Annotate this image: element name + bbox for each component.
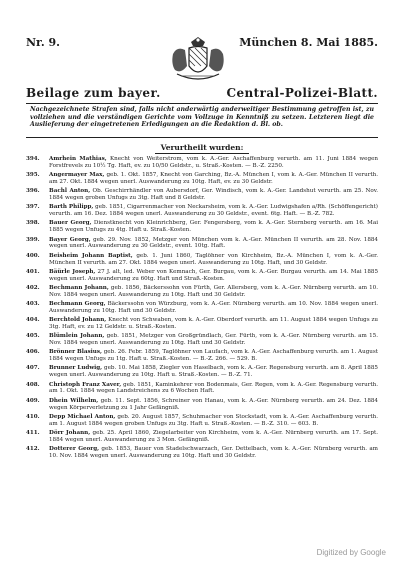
list-item xyxy=(26,269,378,283)
entry-number: 407. xyxy=(26,365,40,372)
bavarian-crest-icon xyxy=(167,36,229,86)
entry-text: Bäckerssohn von Würzburg, vom k. A.-Ger. Nürnberg verurth. am 10. Nov. 1884 wegen unerl. Auswanderung zu 10tg. Haft und 30 Geldstr. xyxy=(49,300,378,314)
entry-text: geb. 1. Okt. 1857, Knecht von Garching, Bz.-A. München I, vom k. A.-Ger. München II verurth. am 27. Okt. 1884 wegen unerl. Auswanderung zu 10tg. Haft, ev. zu 30 Geldstr. xyxy=(49,172,379,186)
entry-text: 27 J. alt, led. Weber von Kemnach, Ger. Burgau, vom k. A.-Ger. Burgau verurth. am 14. Mai 1885 wegen unerl. Auswanderung zu 60tg. Haft und Straß.-Kosten. xyxy=(49,268,378,282)
entry-text: geb. 25. April 1860, Ziegelarbeiter von Kirchheim, vom k. A.-Ger. Nürnberg verurth. am 17. Sept. 1884 wegen unerl. Auswanderung zu 3 Mon. Gefängniß. xyxy=(49,429,378,443)
entry-name: Brönner Blasius, xyxy=(49,349,102,356)
entry-number: 410. xyxy=(26,413,40,420)
list-item xyxy=(26,156,378,170)
entry-number: 400. xyxy=(26,252,40,259)
entry-name: Bechmann Johann, xyxy=(49,284,109,291)
masthead-rule xyxy=(26,103,378,104)
list-item xyxy=(26,172,378,186)
entry-text: geb. 29. Nov. 1852, Metzger von München vom k. A.-Ger. München II verurth. am 28. Nov. 1884 wegen unerl. Auswanderung zu 30 Geldstr., event. 10tg. Haft. xyxy=(49,236,378,250)
entry-name: Berchtold Johann, xyxy=(49,317,107,324)
entry-name: Blümlein Johann, xyxy=(49,333,105,340)
list-item xyxy=(26,365,378,379)
entry-text: Knecht von Schwaben, vom k. A.-Ger. Oberdorf verurth. am 11. August 1884 wegen Unfugs zu 3tg. Haft, ev. zu 12 Geldstr. u. Straß.-Kosten. xyxy=(49,317,378,330)
list-item xyxy=(26,430,378,444)
title-right: Central-Polizei-Blatt. xyxy=(226,86,378,100)
list-item xyxy=(26,253,378,267)
entry-name: Christoph Franz Xaver, xyxy=(49,381,122,388)
entry-text: geb. 1856, Bäckerssohn von Fürth, Ger. Allersberg, vom k. A.-Ger. Nürnberg verurth. am 10. Nov. 1884 wegen unerl. Auswanderung zu 10tg. Haft und 30 Geldstr. xyxy=(49,284,378,298)
section-heading xyxy=(26,143,378,152)
entry-number: 403. xyxy=(26,300,40,307)
entry-number: 412. xyxy=(26,445,40,452)
list-item xyxy=(26,237,378,251)
entry-name: Bäürle Joseph, xyxy=(49,268,96,275)
entry-name: Bayer Georg, xyxy=(49,236,91,243)
entry-number: 411. xyxy=(26,429,40,436)
notice-paragraph: Nachgezeichnete Strafen sind, falls nicht anderwärtig anderweitiger Bestimmung getroffen ist, zu vollziehen und die verständigen Gerichte vom Vollzuge in Kenntniß zu setzen. Letzteren liegt die Auslieferung der eingetretenen Erledigungen an die Redaktion d. Bl. ob. xyxy=(30,106,374,129)
list-item xyxy=(26,317,378,331)
entry-name: Barth Philipp, xyxy=(49,204,94,211)
digitized-watermark: Digitized by Google xyxy=(316,548,386,557)
entry-number: 405. xyxy=(26,333,40,340)
entry-text: geb. 1853, Bauer von Stadelschwarzach, Ger. Dettelbach, vom k. A.-Ger. Nürnberg verurth. am 10. Nov. 1884 wegen unerl. Auswanderung zu 10tg. Haft und 30 Geldstr. xyxy=(49,445,378,459)
entry-text: Dienstknecht von Kleinrichberg, Ger. Fengersberg, vom k. A.-Ger. Sternberg verurth. am 16. Mai 1885 wegen Unfugs zu 4tg. Haft u. Straß.-Kosten. xyxy=(49,220,379,234)
list-item xyxy=(26,382,378,396)
list-item xyxy=(26,349,378,363)
entry-number: 408. xyxy=(26,381,40,388)
list-item xyxy=(26,333,378,347)
entry-name: Bechmann Georg, xyxy=(49,300,106,307)
notice-rule xyxy=(26,137,378,138)
list-item xyxy=(26,446,378,460)
entry-number: 394. xyxy=(26,156,40,162)
entry-text: geb. 10. Mai 1858, Ziegler von Haselbach, vom k. A.-Ger. Regensburg verurth. am 8. April 1885 wegen unerl. Auswanderung zu 10tg. Haft u. Straß.-Kosten. — B.-Z. 71. xyxy=(49,365,378,379)
list-item xyxy=(26,398,378,412)
title-left: Beilage zum bayer. xyxy=(26,86,161,100)
entry-name: Dotterer Georg, xyxy=(49,445,100,452)
entry-number: 397. xyxy=(26,204,40,211)
entry-text: geb. 20. August 1857, Schuhmacher von Stockstadt, vom k. A.-Ger. Aschaffenburg verurth. am 1. August 1884 wegen groben Unfugs zu 3tg. Haft u. Straß.-Kosten. — B.-Z. 310. — 603. B. xyxy=(49,413,378,427)
entry-text: Knecht von Weiterstrom, vom k. A.-Ger. Aschaffenburg verurth. am 11. Juni 1884 wegen Forstfrevels zu 10½ Tg. Haft, ev. zu 10/50 Geldstr., u. Straß.-Kosten. — B.-Z. 2250. xyxy=(49,156,378,169)
entry-list xyxy=(26,156,378,462)
entry-number: 402. xyxy=(26,284,40,291)
section-title: Verurtheilt wurden: xyxy=(155,143,250,154)
list-item xyxy=(26,188,378,202)
masthead-title xyxy=(26,86,378,102)
issue-number: Nr. 9. xyxy=(26,36,60,49)
entry-text: geb. 26. Febr. 1859, Taglöhner von Laufach, vom k. A.-Ger. Aschaffenburg verurth. am 1. August 1884 wegen Unfugs zu 1tg. Haft u. Straß.-Kosten. — B.-Z. 266. — 529. B. xyxy=(49,349,379,363)
entry-text: Ob. Geschirrhändler von Aubersdorf, Ger. Windisch, vom k. A.-Ger. Landshut verurth. am 25. Nov. 1884 wegen groben Unfugs zu 3tg. Haft und 8 Geldstr. xyxy=(49,188,378,202)
entry-number: 398. xyxy=(26,220,40,227)
entry-number: 396. xyxy=(26,188,40,195)
entry-name: Beisheim Johann Baptist, xyxy=(49,252,133,259)
entry-name: Bauer Georg, xyxy=(49,220,92,227)
issue-date: München 8. Mai 1885. xyxy=(239,36,378,49)
entry-name: Angermayer Max, xyxy=(49,172,105,179)
entry-name: Depp Michael Anton, xyxy=(49,413,116,420)
entry-number: 401. xyxy=(26,268,40,275)
entry-name: Brunner Ludwig, xyxy=(49,365,103,372)
entry-text: geb. 1851, Kaminkehrer von Bodenmais, Ger. Regen, vom k. A.-Ger. Regensburg verurth. am 1. Okt. 1884 wegen Landstreichens zu 6 Wochen Haft. xyxy=(49,381,378,395)
entry-text: geb. 1. Juni 1860, Taglöhner von Kirchheim, Bz.-A. München I, vom k. A.-Ger. München II verurth. am 27. Okt. 1884 wegen unerl. Auswanderung zu 10tg. Haft, und 30 Geldstr. xyxy=(49,252,379,266)
list-item xyxy=(26,220,378,234)
entry-number: 395. xyxy=(26,172,40,179)
list-item xyxy=(26,204,378,218)
entry-name: Dörr Johann, xyxy=(49,429,91,436)
entry-name: Bachl Anton, xyxy=(49,188,91,195)
list-item xyxy=(26,414,378,428)
entry-number: 399. xyxy=(26,236,40,243)
entry-number: 409. xyxy=(26,397,40,404)
entry-text: geb. 11. Sept. 1856, Schreiner von Hanau, vom k. A.-Ger. Nürnberg verurth. am 24. Dez. 1884 wegen Körperverletzung zu 1 Jahr Gefängniß. xyxy=(49,397,378,411)
entry-name: Dhein Wilhelm, xyxy=(49,397,99,404)
list-item xyxy=(26,285,378,299)
entry-number: 404. xyxy=(26,317,40,324)
list-item xyxy=(26,301,378,315)
entry-text: geb. 1851, Cigarrenmacher von Neckarsheim, vom k. A.-Ger. Ludwigshafen a/Rh. (Schöffengericht) verurth. am 16. Dez. 1884 wegen unerl. Auswanderung zu 30 Geldstr., event. 6tg. Haft. — B.-Z. 782. xyxy=(49,204,378,218)
entry-name: Amrhein Mathias, xyxy=(49,156,107,162)
entry-text: geb. 1851, Metzger von Großgründlach, Ger. Fürth, vom k. A.-Ger. Nürnberg verurth. am 15. Nov. 1884 wegen unerl. Auswanderung zu 10tg. Haft und 30 Geldstr. xyxy=(49,333,378,347)
entry-number: 406. xyxy=(26,349,40,356)
